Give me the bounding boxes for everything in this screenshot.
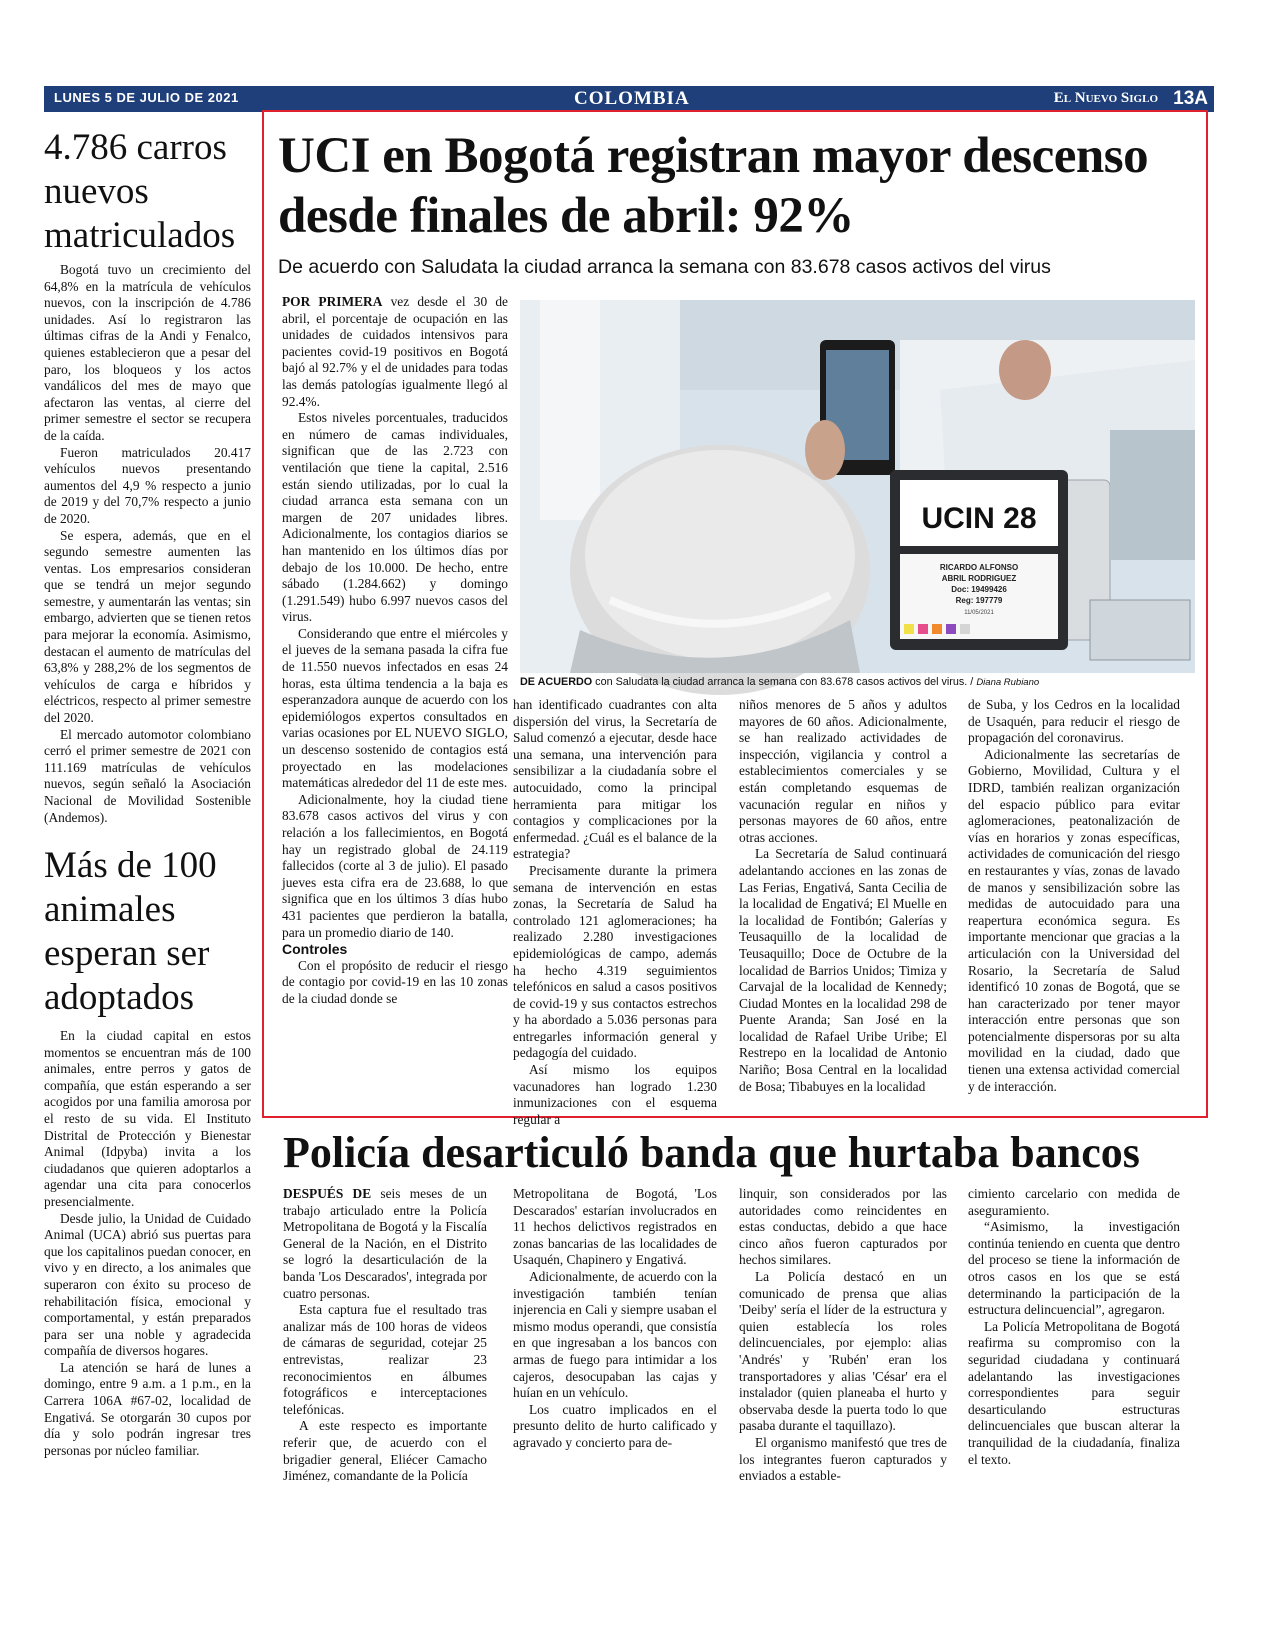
lead-in: POR PRIMERA	[282, 294, 383, 309]
paragraph: Adicionalmente las secretarías de Gobierno, Movilidad, Cultura y el IDRD, también realizan organización del espacio público para evitar aglomeraciones, peatonalización de vías en horarios y zonas específicas, actividades de comunicación del riesgo en restaurantes y vías, zonas de lavado de manos y sensibilización sobre las medidas de autocuidado para una reapertura económica segura. Es importante mencionar que gracias a la articulación con la Universidad del Rosario, la Secretaría de Salud identificó 10 zonas de Bogotá, que se han caracterizado por tener mayor interacción entre personas que son potencialmente dispersoras por su alta movilidad en la ciudad, dado que tienen una extensa actividad comercial y de interacción.	[968, 746, 1180, 1094]
icu-photo-illustration	[520, 300, 1195, 673]
paragraph: La Policía destacó en un comunicado de prensa que alias 'Deiby' sería el líder de la estructura y quien establecía los roles delincuenciales, por ejemplo: alias 'Andrés' y 'Rubén' eran los transportadores y alias 'César' era el instalador (quien planeaba el hurto y observaba desde la puerta todo lo que pasaba durante el taquillazo).	[739, 1268, 947, 1434]
main-column-4	[968, 697, 1180, 1112]
paragraph: La atención se hará de lunes a domingo, entre 9 a.m. a 1 p.m., en la Carrera 106A #67-02, localidad de Engativá. Se otorgarán 30 cupos por día y solo podrán ingresar tres personas por núcleo familiar.	[44, 1359, 251, 1458]
main-column-2	[513, 697, 717, 1127]
main-column-3	[739, 697, 947, 1112]
caption-lead: DE ACUERDO	[520, 676, 593, 688]
photo-credit: Diana Rubiano	[976, 677, 1040, 688]
paragraph: linquir, son considerados por las autoridades como reincidentes en estas conductas, debido a que hace cinco años fueron capturados por hechos similares.	[739, 1186, 947, 1268]
paragraph: de Suba, y los Cedros en la localidad de Usaquén, para reducir el riesgo de propagación del coronavirus.	[968, 697, 1180, 746]
paragraph: Desde julio, la Unidad de Cuidado Animal (UCA) abrió sus puertas para que los capitalinos puedan conocer, en vivo y en directo, a los animales que superaron con éxito su proceso de rehabilitación física, emocional y comportamental, y están preparados para ser una noble y agradecida compañía de diversos hogares.	[44, 1210, 251, 1359]
paragraph: Considerando que entre el miércoles y el jueves de la semana pasada la cifra fue de 11.550 nuevos infectados en esas 24 horas, esta última tendencia a la baja es esperanzadora aunque de acuerdo con los epidemiólogos expertos consultados en varias ocasiones por EL NUEVO SIGLO, un descenso sostenido de contagios está proyectado en las modelaciones matemáticas alrededor del 11 de este mes.	[282, 625, 508, 791]
paragraph: Precisamente durante la primera semana de intervención en estas zonas, la Secretaría de Salud ha controlado 121 aglomeraciones; ha realizado 2.280 investigaciones epidemiológicas de campo, además ha hecho 4.319 seguimientos telefónicos en salud a casos positivos de covid-19 y sus contactos estrechos y ha abordado a 5.036 personas para entregarles información general y pedagogía del cuidado.	[513, 862, 717, 1061]
paragraph: Con el propósito de reducir el riesgo de contagio por covid-19 en las 10 zonas de la ciudad donde se	[282, 957, 508, 1006]
sidebar-story-1-body	[44, 262, 251, 834]
bed-label-line: Reg: 197779	[955, 596, 1003, 605]
paragraph: “Asimismo, la investigación continúa teniendo en cuenta que dentro del proceso se tiene la información de otros casos en los que se está determinando la participación de la estructura delincuencial”, agregaron.	[968, 1219, 1180, 1318]
sidebar-story-1-title: 4.786 carros nuevos matriculados	[44, 127, 236, 256]
paragraph: A este respecto es importante referir que, de acuerdo con el brigadier general, Eliécer Camacho Jiménez, comandante de la Policía	[283, 1418, 487, 1484]
sidebar-story-2-body	[44, 1028, 251, 1594]
paragraph: El mercado automotor colombiano cerró el primer semestre de 2021 con 111.169 matrículas de vehículos nuevos, según señaló la Asociación Nacional de Movilidad Sostenible (Andemos).	[44, 726, 251, 825]
second-story-column-1	[283, 1186, 487, 1594]
bed-label-line: Doc: 19499426	[951, 585, 1007, 594]
paragraph: cimiento carcelario con medida de aseguramiento.	[968, 1186, 1180, 1218]
paragraph: La Policía Metropolitana de Bogotá reafirma su compromiso con la seguridad ciudadana y continuará adelantando las investigaciones correspondientes para seguir desarticulando estructuras delincuenciales que buscan alterar la tranquilidad de la ciudadanía, finaliza el texto.	[968, 1318, 1180, 1467]
paragraph: POR PRIMERA vez desde el 30 de abril, el porcentaje de ocupación en las unidades de cuidados intensivos para pacientes covid-19 positivos en Bogotá bajó al 92.7% y el de unidades para todas las demás patologías igualmente llegó al 92.4%.	[282, 294, 508, 409]
lead-in: DESPUÉS DE	[283, 1186, 372, 1201]
paragraph: niños menores de 5 años y adultos mayores de 60 años. Adicionalmente, se han realizado actividades de inspección, vigilancia y control a establecimientos comerciales y se están completando esquemas de vacunación regular en niños y personas mayores de 60 años, entre otras acciones.	[739, 697, 947, 845]
main-story-title: UCI en Bogotá registran mayor descenso desde finales de abril: 92%	[278, 128, 1149, 244]
bed-label-line: RICARDO ALFONSO	[939, 563, 1019, 572]
icu-photo	[520, 300, 1195, 673]
paragraph: En la ciudad capital en estos momentos se encuentran más de 100 animales, entre perros y gatos de compañía, que están esperando a ser acogidos por una familia amorosa por el resto de su vida. El Instituto Distrital de Protección y Bienestar Animal (Idpyba) invita a los ciudadanos que quieren adoptarlos a agendar una cita para conocerlos presencialmente.	[44, 1028, 251, 1209]
page-header	[44, 86, 1214, 112]
paragraph: Bogotá tuvo un crecimiento del 64,8% en la matrícula de vehículos nuevos, con la inscripción de 4.786 unidades. Así lo registraron las últimas cifras de la Andi y Fenalco, quienes establecieron que a pesar del paro, los bloqueos y los actos vandálicos del mes de mayo que afectaron las ventas, al cierre del primer semestre el sector se recupera de la caída.	[44, 262, 251, 443]
paragraph: Esta captura fue el resultado tras analizar más de 100 horas de videos de cámaras de seguridad, cotejar 25 entrevistas, realizar 23 reconocimientos en álbumes fotográficos e interceptaciones telefónicas.	[283, 1302, 487, 1417]
bed-sign-text: UCIN 28	[921, 502, 1037, 535]
sidebar-story-2-title: Más de 100 animales esperan ser adoptados	[44, 845, 217, 1018]
section-name: COLOMBIA	[574, 88, 690, 109]
paragraph: Se espera, además, que en el segundo semestre aumenten las ventas. Los empresarios consideran que se tendrá un mejor segundo semestre, y aumentarán las ventas; sin embargo, advierten que se tienen retos para mejorar la economía. Asimismo, destacan el aumento de matrículas del 63,8% y 288,2% de los segmentos de vehículos de carga e híbridos y eléctricos, respecto al primer semestre del 2020.	[44, 527, 251, 726]
paragraph: Fueron matriculados 20.417 vehículos nuevos presentando aumentos del 4,9 % respecto a junio de 2019 y del 70,7% respecto a junio de 2020.	[44, 444, 251, 526]
bed-label-line: 11/05/2021	[964, 610, 994, 616]
main-story-subtitle: De acuerdo con Saludata la ciudad arranca la semana con 83.678 casos activos del virus	[278, 256, 1051, 278]
newspaper-name: El Nuevo Siglo	[1053, 90, 1158, 106]
issue-date: LUNES 5 DE JULIO DE 2021	[54, 90, 239, 105]
page-number: 13A	[1173, 88, 1208, 109]
paragraph: Adicionalmente, de acuerdo con la investigación también tenían injerencia en Cali y siempre usaban el mismo modus operandi, que consistía en que ingresaban a los bancos con armas de fuego para intimidar a los cajeros, desocupaban las cajas y huían en un vehículo.	[513, 1268, 717, 1401]
bed-label-line: ABRIL RODRIGUEZ	[941, 574, 1017, 583]
paragraph: Así mismo los equipos vacunadores han logrado 1.230 inmunizaciones con el esquema regular a	[513, 1062, 717, 1127]
subheading: Controles	[282, 941, 348, 958]
paragraph: DESPUÉS DE seis meses de un trabajo articulado entre la Policía Metropolitana de Bogotá y la Fiscalía General de la Nación, en el Distrito se logró la desarticulación de la banda 'Los Descarados', integrada por cuatro personas.	[283, 1186, 487, 1301]
paragraph: Metropolitana de Bogotá, 'Los Descarados' estarían involucrados en 11 hechos delictivos registrados en zonas bancarias de las localidades de Usaquén, Chapinero y Engativá.	[513, 1186, 717, 1268]
paragraph: Estos niveles porcentuales, traducidos en número de camas individuales, significan que de las 2.723 con ventilación que tiene la capital, 2.516 están siendo utilizadas, por lo cual la ciudad arranca esta semana con un margen de 207 unidades libres. Adicionalmente, los contagios diarios se han mantenido en los últimos días por debajo de los 10.000. De hecho, entre sábado (1.284.662) y domingo (1.291.549) hubo 6.997 nuevos casos del virus.	[282, 410, 508, 625]
second-story-column-3	[739, 1186, 947, 1594]
main-column-1	[282, 294, 508, 1112]
photo-caption	[520, 676, 1200, 688]
paragraph: La Secretaría de Salud continuará adelantando acciones en las zonas de Las Ferias, Engativá, Santa Cecilia de la localidad de Engativá; El Muelle en la localidad de Fontibón; Galerías y Teusaquillo de la localidad de Teusaquillo; Doce de Octubre de la localidad de Barrios Unidos; Timiza y Carvajal de la localidad de Kennedy; Ciudad Montes en la localidad 298 de Puente Aranda; San José en la localidad de Rafael Uribe Uribe; El Restrepo en la localidad de Antonio Nariño; Bosa Central en la localidad de Bosa; Tibabuyes en la localidad	[739, 846, 947, 1094]
paragraph: Los cuatro implicados en el presunto delito de hurto calificado y agravado y concierto para de-	[513, 1401, 717, 1450]
second-story-column-4	[968, 1186, 1180, 1594]
second-story-title: Policía desarticuló banda que hurtaba bancos	[283, 1128, 1140, 1177]
second-story-column-2	[513, 1186, 717, 1594]
paragraph: El organismo manifestó que tres de los integrantes fueron capturados y enviados a estable-	[739, 1434, 947, 1484]
paragraph: Adicionalmente, hoy la ciudad tiene 83.678 casos activos del virus y con relación a los fallecimientos, en Bogotá hay un registrado global de 24.119 fallecidos (corte al 3 de julio). El pasado jueves esta cifra era de 23.688, lo que significa que en los últimos 3 días hubo 431 pacientes que perdieron la batalla, para un promedio diario de 140.	[282, 791, 508, 940]
caption-text: con Saludata la ciudad arranca la semana con 83.678 casos activos del virus. /	[592, 676, 974, 688]
paragraph: han identificado cuadrantes con alta dispersión del virus, la Secretaría de Salud comenzó a ejecutar, desde hace una semana, una intervención para sensibilizar a la ciudadanía sobre el autocuidado, como la principal herramienta para mitigar los contagios y complicaciones por la enfermedad. ¿Cuál es el balance de la estrategia?	[513, 697, 717, 862]
